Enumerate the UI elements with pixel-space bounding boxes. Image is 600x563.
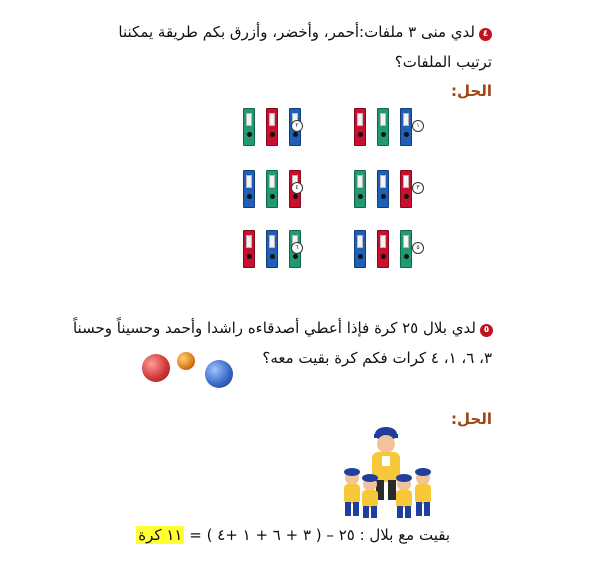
folder-hole-icon [270, 132, 275, 137]
folder-label-area [246, 235, 252, 248]
binder-folder-icon [377, 230, 389, 268]
binder-folder-icon [354, 230, 366, 268]
folder-label-area [380, 175, 386, 188]
folder-hole-icon [293, 194, 298, 199]
folder-label-area [380, 113, 386, 126]
folder-hole-icon [270, 194, 275, 199]
folder-label-area [380, 235, 386, 248]
answer-highlight: ١١ كرة [138, 526, 183, 544]
q4-line1-text: لدي منى ٣ ملفات:أحمر، وأخضر، وأزرق بكم طريقة يمكننا [118, 23, 475, 41]
q5-answer [136, 526, 450, 544]
binder-folder-icon [243, 108, 255, 146]
folder-hole-icon [270, 254, 275, 259]
arrangement-number: ٥ [412, 242, 424, 254]
folder-hole-icon [247, 132, 252, 137]
folder-label-area [357, 113, 363, 126]
folder-arrangement [243, 230, 323, 278]
folder-hole-icon [381, 254, 386, 259]
folder-hole-icon [358, 132, 363, 137]
folder-label-area [269, 113, 275, 126]
q4-solution-label: الحل: [451, 82, 492, 100]
binder-folder-icon [266, 170, 278, 208]
binder-folder-icon [243, 170, 255, 208]
q4-number-badge: ٤ [479, 28, 492, 41]
folder-label-area [403, 113, 409, 126]
arrangement-number: ٢ [291, 120, 303, 132]
binder-folder-icon [354, 108, 366, 146]
folder-arrangement [243, 108, 323, 156]
arrangement-number: ١ [412, 120, 424, 132]
q4-line1 [118, 22, 492, 42]
blue-ball-icon [205, 360, 233, 388]
answer-expression: بقيت مع بلال : ٢٥ – ( ٣ + ٦ + ١ +٤ ) = [189, 526, 450, 544]
folder-hole-icon [358, 194, 363, 199]
binder-folder-icon [266, 230, 278, 268]
folder-hole-icon [381, 132, 386, 137]
folder-hole-icon [293, 254, 298, 259]
q5-line2: ٣، ٦، ١، ٤ كرات فكم كرة بقيت معه؟ [262, 349, 492, 367]
kids-with-coach-illustration [338, 422, 438, 520]
folder-arrangement [354, 108, 434, 156]
red-ball-icon [142, 354, 170, 382]
q5-solution-label: الحل: [451, 410, 492, 428]
arrangement-number: ٤ [291, 182, 303, 194]
binder-folder-icon [400, 108, 412, 146]
folder-hole-icon [381, 194, 386, 199]
folder-arrangement [354, 230, 434, 278]
folder-hole-icon [247, 254, 252, 259]
orange-ball-icon [177, 352, 195, 370]
folder-label-area [246, 113, 252, 126]
binder-folder-icon [243, 230, 255, 268]
folder-label-area [357, 235, 363, 248]
folder-hole-icon [404, 254, 409, 259]
binder-folder-icon [377, 108, 389, 146]
q5-line1 [73, 318, 493, 338]
binder-folder-icon [400, 170, 412, 208]
arrangement-number: ٦ [291, 242, 303, 254]
folder-hole-icon [247, 194, 252, 199]
arrangement-number: ٣ [412, 182, 424, 194]
folder-label-area [246, 175, 252, 188]
folder-hole-icon [404, 194, 409, 199]
binder-folder-icon [400, 230, 412, 268]
folder-label-area [403, 175, 409, 188]
folder-hole-icon [404, 132, 409, 137]
folder-hole-icon [358, 254, 363, 259]
binder-folder-icon [354, 170, 366, 208]
folder-label-area [269, 235, 275, 248]
folder-label-area [269, 175, 275, 188]
folder-hole-icon [293, 132, 298, 137]
folder-arrangement [243, 170, 323, 218]
q5-line1-text: لدي بلال ٢٥ كرة فإذا أعطي أصدقاءه راشدا وأحمد وحسيناً وحسناً [72, 319, 476, 337]
folder-arrangement [354, 170, 434, 218]
binder-folder-icon [377, 170, 389, 208]
binder-folder-icon [266, 108, 278, 146]
q4-line2: ترتيب الملفات؟ [394, 53, 492, 71]
q5-number-badge: ٥ [480, 324, 493, 337]
folder-label-area [357, 175, 363, 188]
folder-label-area [403, 235, 409, 248]
